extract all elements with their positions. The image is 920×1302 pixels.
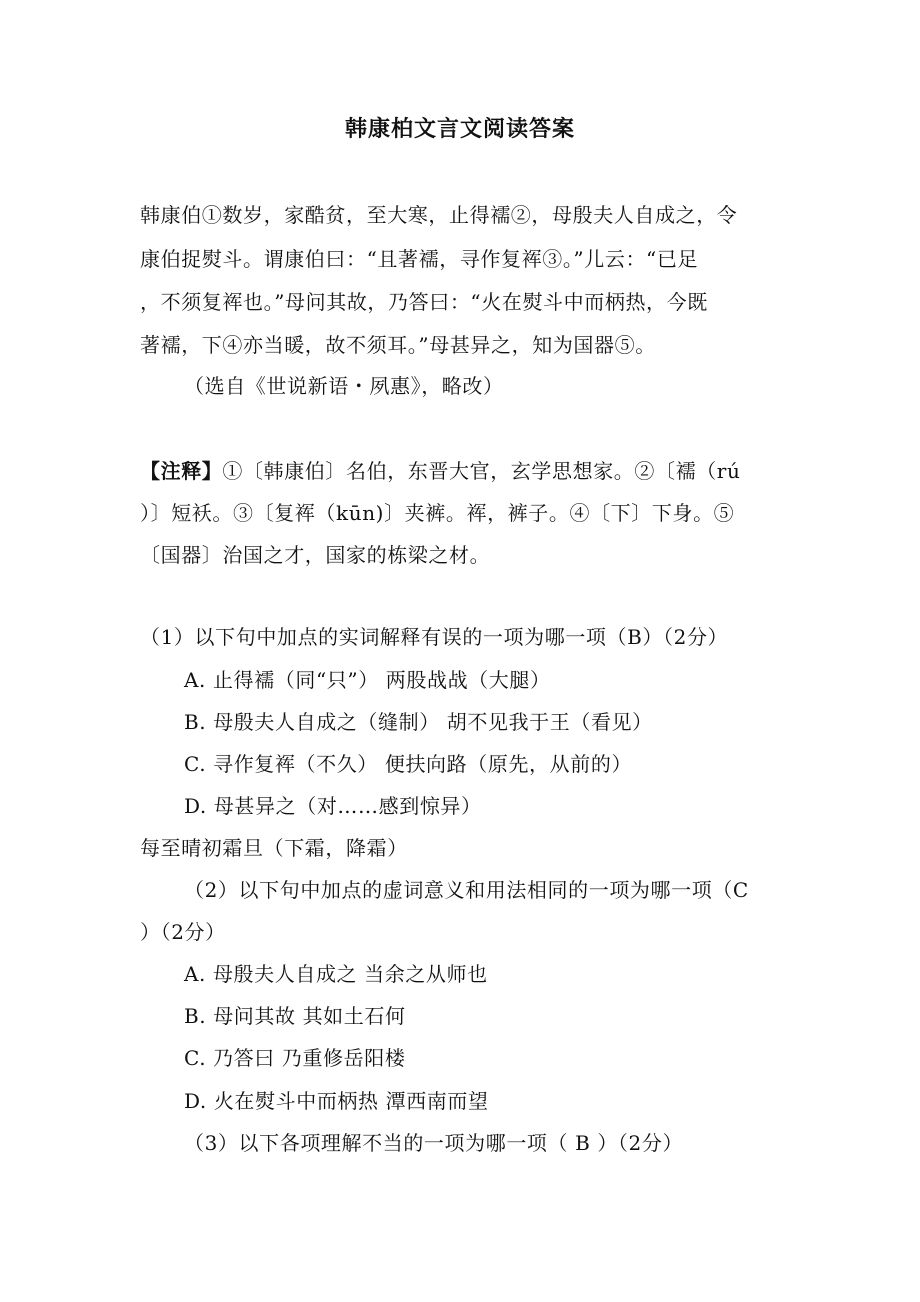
question-2-stem: （2）以下句中加点的虚词意义和用法相同的一项为哪一项（C xyxy=(184,878,749,902)
question-2-option-c: C. 乃答曰 乃重修岳阳楼 xyxy=(184,1046,406,1070)
notes-label: 【注释】 xyxy=(140,459,223,483)
passage-line: 著襦，下④亦当暖，故不须耳。”母甚异之，知为国器⑤。 xyxy=(140,333,656,357)
question-1-option-b: B. 母殷夫人自成之（缝制） 胡不见我于王（看见） xyxy=(184,710,653,734)
question-1-tail: 每至晴初霜旦（下霜，降霜） xyxy=(140,836,408,860)
question-1-option-c: C. 寻作复裈（不久） 便扶向路（原先，从前的） xyxy=(184,752,633,776)
question-2-option-b: B. 母问其故 其如土石何 xyxy=(184,1004,406,1028)
question-1-stem: （1）以下句中加点的实词解释有误的一项为哪一项（B）（2分） xyxy=(140,625,729,649)
question-3-stem: （3）以下各项理解不当的一项为哪一项（ B ）（2分） xyxy=(184,1131,684,1155)
passage-line: ，不须复裈也。”母问其故，乃答曰：“火在熨斗中而柄热，今既 xyxy=(140,290,708,314)
passage-line: 康伯捉熨斗。谓康伯曰：“且著襦，寻作复裈③。”儿云：“已足 xyxy=(140,247,699,271)
question-1-option-a: A. 止得襦（同“只”） 两股战战（大腿） xyxy=(184,668,551,692)
question-2-option-a: A. 母殷夫人自成之 当余之从师也 xyxy=(184,962,488,986)
passage-line: 韩康伯①数岁，家酷贫，至大寒，止得襦②，母殷夫人自成之，令 xyxy=(140,203,738,227)
source-citation: （选自《世说新语・夙惠》，略改） xyxy=(184,374,504,398)
question-2-stem-continued: ）（2分） xyxy=(140,920,226,944)
notes-line: 〔国器〕治国之才，国家的栋梁之材。 xyxy=(140,543,491,567)
notes-text: ①〔韩康伯〕名伯，东晋大官，玄学思想家。②〔襦（rú xyxy=(222,459,741,483)
question-2-option-d: D. 火在熨斗中而柄热 潭西南而望 xyxy=(184,1089,489,1113)
notes-line: ）〕短袄。③〔复裈（kūn)〕夹裤。裈，裤子。④〔下〕下身。⑤ xyxy=(140,501,735,525)
notes-line xyxy=(140,456,740,486)
page-title: 韩康柏文言文阅读答案 xyxy=(344,116,575,142)
question-1-option-d: D. 母甚异之（对……感到惊异） xyxy=(184,794,482,818)
